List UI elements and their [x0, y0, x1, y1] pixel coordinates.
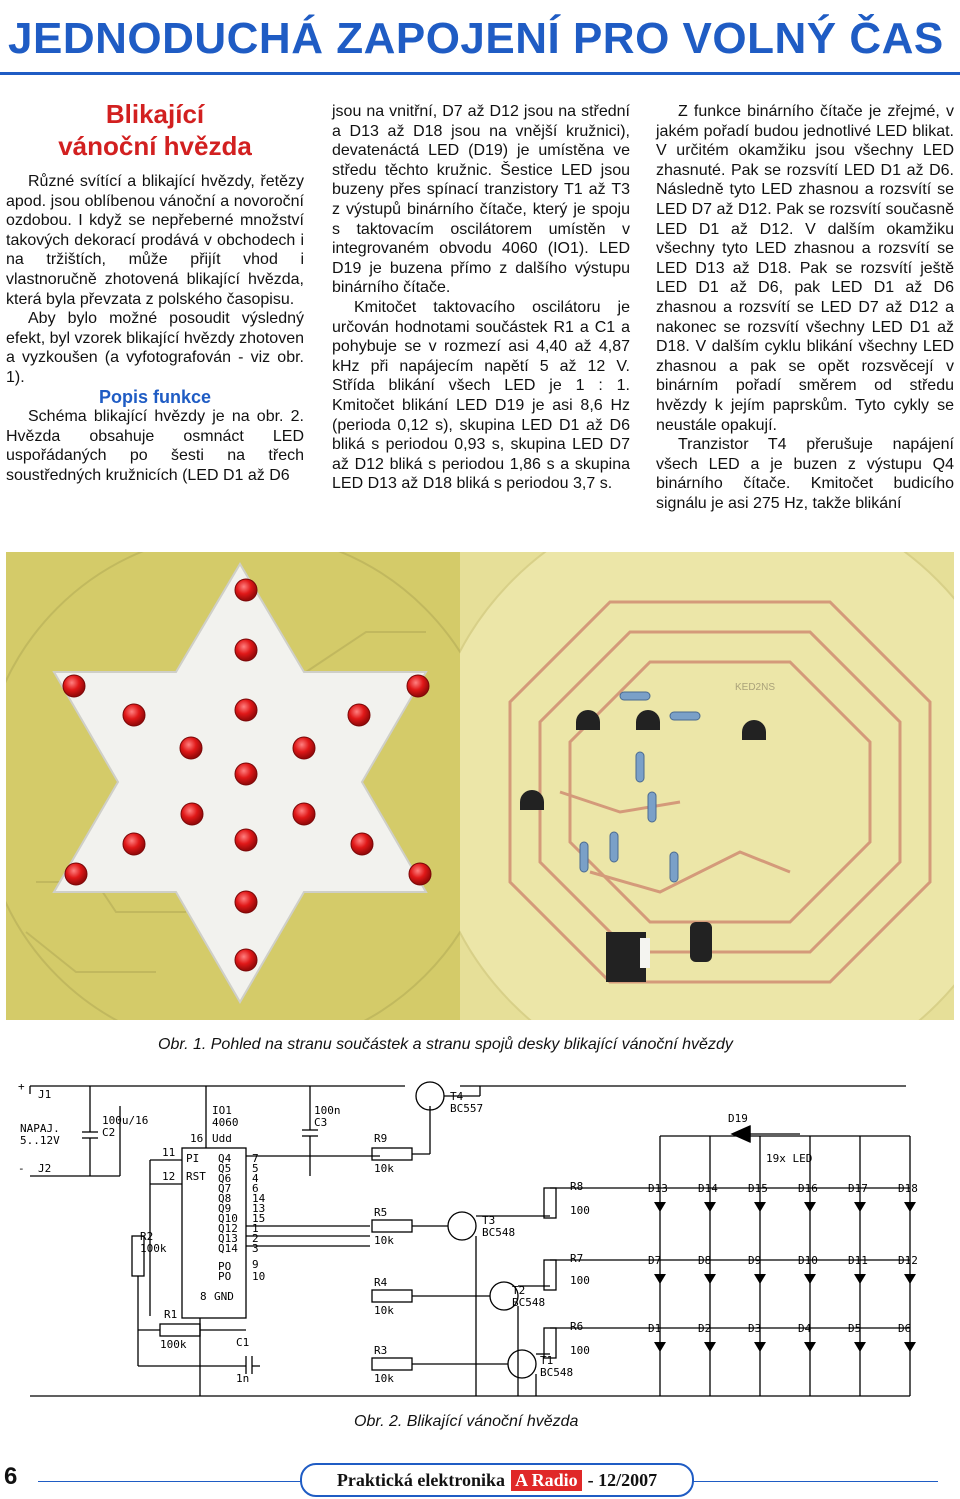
sch-q-pin: 3	[252, 1242, 259, 1255]
figure-2-caption: Obr. 2. Blikající vánoční hvězda	[354, 1413, 579, 1430]
sch-q-label: Q8	[218, 1192, 232, 1205]
sch-r4b: 10k	[374, 1304, 394, 1317]
sch-pin8: 8	[200, 1290, 207, 1303]
sch-led-label: D10	[798, 1254, 818, 1267]
sch-t4b: BC557	[450, 1102, 484, 1115]
paragraph: Aby bylo možné posoudit výsledný efekt, byl vzorek blikající hvězdy zhotoven a vyzkoušen (a vyfotografován - viz obr. 1).	[6, 310, 304, 386]
text-column-2	[332, 102, 630, 494]
sch-q-label: Q9	[218, 1202, 232, 1215]
sch-led-label: D15	[748, 1182, 768, 1195]
sch-c2a: 100u/16	[102, 1114, 149, 1127]
sch-led-label: D12	[898, 1254, 918, 1267]
sch-d19: D19	[728, 1112, 748, 1125]
pcb-photo-image	[460, 552, 954, 1020]
sch-pin11: 11	[162, 1146, 176, 1159]
sch-q-pin: 2	[252, 1232, 259, 1245]
sch-c1b: 1n	[236, 1372, 250, 1385]
sch-t4a: T4	[450, 1090, 464, 1103]
sch-napaj1: NAPAJ.	[20, 1122, 60, 1135]
sch-q-pin: 5	[252, 1162, 259, 1175]
sch-t3a: T3	[482, 1214, 496, 1227]
sch-t1a: T1	[540, 1354, 554, 1367]
sch-q-pin: 14	[252, 1192, 266, 1205]
sch-rst: RST	[186, 1170, 206, 1183]
sch-t1b: BC548	[540, 1366, 574, 1379]
paragraph: jsou na vnitřní, D7 až D12 jsou na střední a D13 až D18 jsou na vnější kružnici), devatenáctá LED (D19) je umístěna ve středu těchto kružnic. Šestice LED jsou buzeny přes spínací tranzistory T1 až T3 z výstupů binárního čítače, který je spoju s taktovacím oscilátorem umístěn v integrovaném obvodu 4060 (IO1). LED D19 je buzena přímo z dalšího výstupu binárního čítače.	[332, 103, 630, 297]
sch-po-pin9: 9	[252, 1258, 259, 1271]
sch-led-label: D7	[648, 1254, 662, 1267]
sch-r1a: R1	[164, 1308, 178, 1321]
sch-pin16: 16	[190, 1132, 204, 1145]
sch-c2b: C2	[102, 1126, 116, 1139]
sch-r3b: 10k	[374, 1372, 394, 1385]
sch-po2: PO	[218, 1270, 232, 1283]
sch-q-pin: 7	[252, 1152, 259, 1165]
sch-r5a: R5	[374, 1206, 388, 1219]
sch-t2b: BC548	[512, 1296, 546, 1309]
sch-q-pin: 4	[252, 1172, 259, 1185]
text-column-1	[6, 98, 304, 486]
sch-q-label: Q13	[218, 1232, 238, 1245]
sch-po1: PO	[218, 1260, 232, 1273]
circuit-schematic	[10, 1076, 954, 1406]
sch-r9b: 10k	[374, 1162, 394, 1175]
sch-led19: 19x LED	[766, 1152, 813, 1165]
paragraph: Tranzistor T4 přerušuje napájení všech LED a je buzen z výstupu Q4 binárního čítače. Kmitočet budicího signálu je asi 275 Hz, takže blikání	[656, 436, 954, 512]
magazine-ar: A Radio	[511, 1470, 582, 1491]
sch-r5b: 10k	[374, 1234, 394, 1247]
sch-led-label: D3	[748, 1322, 762, 1335]
sch-c1a: C1	[236, 1336, 250, 1349]
sch-r9a: R9	[374, 1132, 388, 1145]
sch-q-label: Q10	[218, 1212, 238, 1225]
sch-r2a: R2	[140, 1230, 154, 1243]
sch-led-label: D2	[698, 1322, 712, 1335]
page-number: 6	[4, 1463, 18, 1490]
sch-led-label: D13	[648, 1182, 668, 1195]
sch-udd: Udd	[212, 1132, 232, 1145]
sch-io1b: 4060	[212, 1116, 239, 1129]
sch-q-label: Q12	[218, 1222, 238, 1235]
sch-plus: +	[18, 1080, 25, 1093]
sch-r8a: R8	[570, 1180, 584, 1193]
sch-q-label: Q5	[218, 1162, 232, 1175]
sch-r8b: 100	[570, 1204, 590, 1217]
article-title	[6, 98, 304, 162]
subheading: Popis funkce	[98, 386, 212, 407]
figure-1-photos	[6, 552, 954, 1020]
sch-r3a: R3	[374, 1344, 388, 1357]
sch-po-pin10: 10	[252, 1270, 266, 1283]
pcb-photo	[460, 552, 954, 1020]
sch-gnd: GND	[214, 1290, 234, 1303]
sch-led-label: D6	[898, 1322, 912, 1335]
sch-q-pin: 15	[252, 1212, 266, 1225]
section-title: JEDNODUCHÁ ZAPOJENÍ PRO VOLNÝ ČAS	[8, 14, 944, 63]
sch-q-label: Q6	[218, 1172, 232, 1185]
paragraph: Schéma blikající hvězdy je na obr. 2. Hvězda obsahuje osmnáct LED uspořádaných po šesti na třech soustředných kružnicích (LED D1 až D6	[6, 408, 304, 484]
magazine-issue: - 12/2007	[587, 1469, 658, 1490]
sch-led-label: D18	[898, 1182, 918, 1195]
pcb-label: KED2NS	[735, 682, 776, 693]
sch-r6a: R6	[570, 1320, 584, 1333]
sch-r2b: 100k	[140, 1242, 167, 1255]
sch-led-label: D14	[698, 1182, 718, 1195]
sch-c3a: 100n	[314, 1104, 341, 1117]
sch-pin12: 12	[162, 1170, 176, 1183]
magazine-badge	[300, 1463, 694, 1497]
text-column-3	[656, 102, 954, 513]
sch-led-label: D17	[848, 1182, 868, 1195]
sch-q-label: Q4	[218, 1152, 232, 1165]
sch-led-label: D4	[798, 1322, 812, 1335]
sch-q-labels	[218, 1152, 266, 1255]
page-footer	[0, 1455, 960, 1499]
magazine-name: Praktická elektronika	[336, 1469, 506, 1490]
figure-1-caption: Obr. 1. Pohled na stranu součástek a stranu spojů desky blikající vánoční hvězdy	[158, 1036, 733, 1053]
star-photo	[6, 552, 460, 1020]
sch-led-label: D8	[698, 1254, 712, 1267]
sch-r7b: 100	[570, 1274, 590, 1287]
sch-q-label: Q14	[218, 1242, 238, 1255]
sch-led-label: D9	[748, 1254, 762, 1267]
sch-c3b: C3	[314, 1116, 328, 1129]
sch-q-label: Q7	[218, 1182, 232, 1195]
page-header	[0, 0, 960, 78]
sch-r7a: R7	[570, 1252, 584, 1265]
header-rule	[0, 72, 960, 75]
sch-q-pin: 1	[252, 1222, 259, 1235]
sch-led-label: D11	[848, 1254, 868, 1267]
sch-t2a: T2	[512, 1284, 526, 1297]
sch-pi: PI	[186, 1152, 200, 1165]
paragraph: Různé svítící a blikající hvězdy, řetězy apod. jsou oblíbenou vánoční a novoroční ozdobou. I když se nepřeberné množství takových dekorací prodává v obchodech i na tržištích, může přijít vhod i vlastnoručně zhotovená blikající hvězda, která byla převzata z polského časopisu.	[6, 173, 304, 308]
sch-r4a: R4	[374, 1276, 388, 1289]
article-title-line1: Blikající	[105, 99, 205, 129]
sch-minus: -	[18, 1162, 25, 1175]
sch-t3b: BC548	[482, 1226, 516, 1239]
sch-j2: J2	[38, 1162, 52, 1175]
paragraph: Z funkce binárního čítače je zřejmé, v jakém pořadí budou jednotlivé LED blikat. V určitém okamžiku jsou všechny LED zhasnuté. Pak se rozsvítí LED D1 až D6. Následně tyto LED zhasnou a rozsvítí se LED D7 až D12. Pak se rozsvítí současně LED D1 až D12. V dalším okamžiku všechny tyto LED zhasnou a rozsvítí se LED D13 až D18. Pak se rozsvítí ještě LED D1 až D6, pak LED D1 až D6 zhasnou a rozsvítí se LED D7 až D12 a nakonec se rozsvítí všechny LED D1 až D18. V dalším cyklu blikání všechny LED zhasnou a pak se opět rozsvěcejí v binárním pořadí směrem od středu hvězdy k jejím paprskům. Tyto cykly se neustále opakují.	[656, 103, 954, 434]
article-title-line2: vánoční hvězda	[58, 131, 252, 161]
sch-r1b: 100k	[160, 1338, 187, 1351]
star-photo-image	[6, 552, 460, 1020]
sch-q-pin: 6	[252, 1182, 259, 1195]
sch-led-label: D16	[798, 1182, 818, 1195]
sch-io1: IO1	[212, 1104, 232, 1117]
sch-led-label: D1	[648, 1322, 662, 1335]
sch-napaj2: 5..12V	[20, 1134, 60, 1147]
sch-j1: J1	[38, 1088, 52, 1101]
sch-q-pin: 13	[252, 1202, 266, 1215]
sch-led-label: D5	[848, 1322, 862, 1335]
paragraph: Kmitočet taktovacího oscilátoru je určován hodnotami součástek R1 a C1 a pohybuje se v rozmezí asi 4,40 až 4,87 kHz při napájecím napětí 5 až 12 V. Střída blikání všech LED je 1 : 1. Kmitočet blikání LED D19 je asi 8,6 Hz (perioda 0,12 s), skupina LED D1 až D6 bliká s periodou 0,93 s, skupina LED D7 až D12 bliká s periodou 1,86 s a skupina LED D13 až D18 bliká s periodou 3,7 s.	[332, 298, 630, 493]
sch-led-labels	[648, 1182, 918, 1335]
sch-r6b: 100	[570, 1344, 590, 1357]
